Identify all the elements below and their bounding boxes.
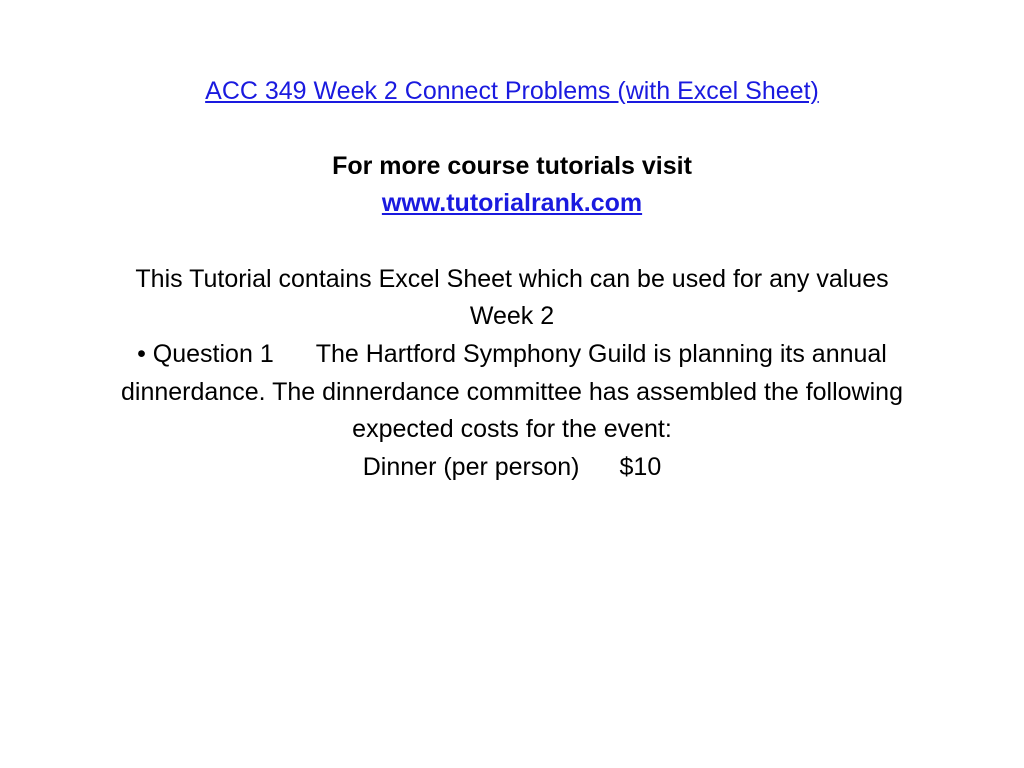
intro-text: This Tutorial contains Excel Sheet which can be used for any values	[135, 265, 889, 293]
visit-heading: For more course tutorials visit	[332, 152, 692, 180]
cost-line	[0, 452, 1024, 482]
question-label: • Question 1	[137, 340, 274, 368]
question-text-start: The Hartford Symphony Guild is planning its annual	[315, 340, 887, 368]
question-text-end: expected costs for the event:	[352, 415, 672, 443]
cost-item: Dinner (per person)	[362, 453, 580, 481]
website-link[interactable]: www.tutorialrank.com	[381, 189, 643, 217]
question-text-cont: dinnerdance. The dinnerdance committee has assembled the following	[121, 378, 903, 406]
title-link[interactable]: ACC 349 Week 2 Connect Problems (with Excel Sheet)	[205, 77, 819, 105]
week-label: Week 2	[469, 302, 555, 330]
cost-value: $10	[619, 453, 662, 481]
question-line	[0, 339, 1024, 369]
